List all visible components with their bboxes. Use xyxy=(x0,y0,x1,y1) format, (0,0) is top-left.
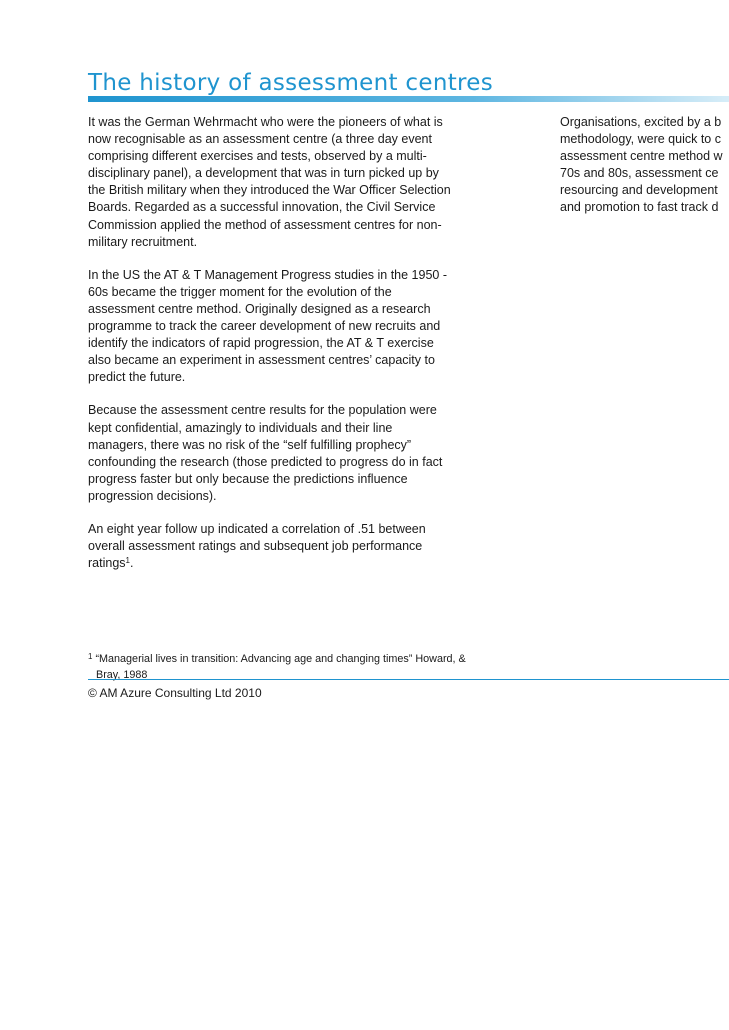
copyright-notice: © AM Azure Consulting Ltd 2010 xyxy=(88,686,262,700)
paragraph-follow-up-correlation: An eight year follow up indicated a correlation of .51 between overall assessment ratings and subsequent job performance ratings$^1$. xyxy=(88,521,426,571)
footnote-reference-marker[interactable]: 1 xyxy=(125,556,130,566)
footer-divider xyxy=(88,679,729,680)
left-text-column xyxy=(88,114,488,572)
footnote-number: 1 xyxy=(88,652,93,661)
footnote xyxy=(88,649,483,683)
paragraph-organisations-excited: Organisations, excited by a b methodology, were quick to c assessment centre method w 70s and 80s, assessment ce resourcing and development and promotion to fast track d xyxy=(560,115,723,215)
footnote-text-line2: Bray, 1988 xyxy=(96,668,148,681)
right-text-column xyxy=(560,114,729,217)
footnote-text-line1: “Managerial lives in transition: Advancing age and changing times” Howard, & xyxy=(95,653,466,665)
title-underline-rule xyxy=(88,96,729,102)
paragraph-follow-up-text: An eight year follow up indicated a correlation of .51 between overall assessment ratings and subsequent job performance ratings xyxy=(88,521,426,571)
paragraph-confidential-results: Because the assessment centre results for the population were kept confidential, amazingly to individuals and their line managers, there was no risk of the “self fulfilling prophecy” confounding the research (those predicted to progress do in fact progress faster but only because the predictions influence progression decisions). xyxy=(88,403,443,503)
page-title: The history of assessment centres xyxy=(88,70,493,96)
paragraph-wehrmacht-origins: It was the German Wehrmacht who were the pioneers of what is now recognisable as an assessment centre (a three day event comprising different exercises and tests, observed by a multi- disciplinary panel), a development that was in turn picked up by the British military when they introduced the War Officer Selection Boards. Regarded as a successful innovation, the Civil Service Commission applied the method of assessment centres for non- military recruitment. xyxy=(88,115,451,249)
paragraph-att-studies: In the US the AT & T Management Progress studies in the 1950 - 60s became the trigger moment for the evolution of the assessment centre method. Originally designed as a research programme to track the career development of new recruits and identify the indicators of rapid progression, the AT & T exercise also became an experiment in assessment centres’ capacity to predict the future. xyxy=(88,267,448,385)
